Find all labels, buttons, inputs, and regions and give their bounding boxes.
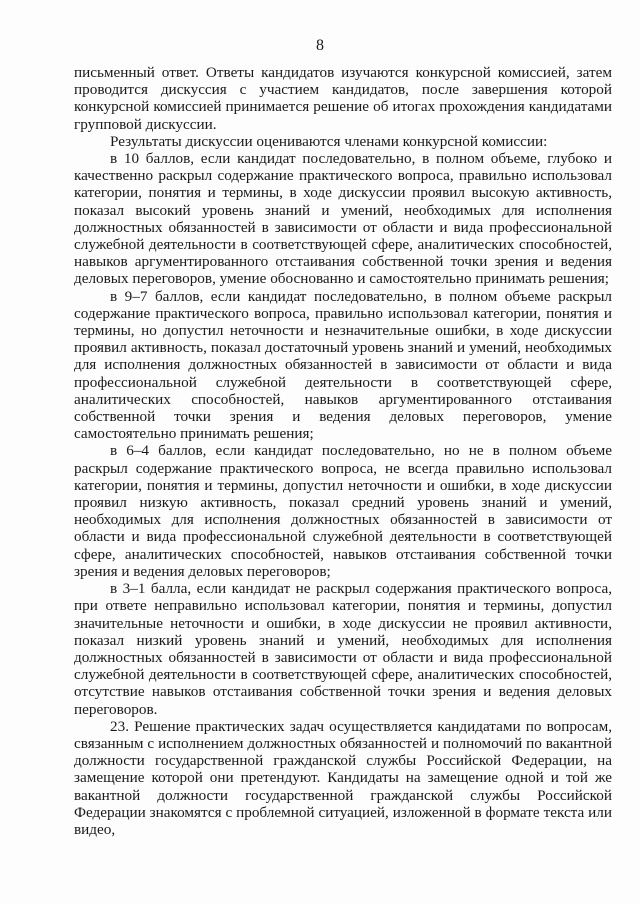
page-number: 8: [316, 37, 324, 54]
paragraph-results-intro: Результаты дискуссии оцениваются членами конкурсной комиссии:: [110, 132, 548, 150]
paragraph-score-6-4: в 6–4 баллов, если кандидат последовательно, но не в полном объеме раскрыл содержание практического вопроса, не всегда правильно использовал категории, понятия и термины, допустил неточности и ошибки, в ходе дискуссии проявил низкую активность, показал средний уровень знаний и умений, необходимых для исполнения должностных обязанностей в зависимости от области и вида профессиональной служебной деятельности в соответствующей сфере, аналитических способностей, навыков отстаивания собственной точки зрения и ведения деловых переговоров;: [74, 442, 612, 580]
paragraph-score-9-7: в 9–7 баллов, если кандидат последовательно, в полном объеме раскрыл содержание практического вопроса, правильно использовал категории, понятия и термины, но допустил неточности и незначительные ошибки, в ходе дискуссии проявил активность, показал достаточный уровень знаний и умений, необходимых для исполнения должностных обязанностей в зависимости от области и вида профессиональной служебной деятельности в соответствующей сфере, аналитических способностей, навыков аргументированного отстаивания собственной точки зрения и ведения деловых переговоров, умение самостоятельно принимать решения;: [74, 287, 612, 443]
paragraph-score-3-1: в 3–1 балла, если кандидат не раскрыл содержания практического вопроса, при ответе неправильно использовал категории, понятия и термины, допустил значительные неточности и ошибки, в ходе дискуссии не проявил активности, показал низкий уровень знаний и умений, необходимых для исполнения должностных обязанностей в зависимости от области и вида профессиональной служебной деятельности в соответствующей сфере, аналитических способностей, отсутствие навыков отстаивания собственной точки зрения и ведения деловых переговоров.: [74, 580, 612, 718]
document-body: [74, 64, 612, 838]
paragraph-continuation: письменный ответ. Ответы кандидатов изучаются конкурсной комиссией, затем проводится дискуссия с участием кандидатов, после завершения которой конкурсной комиссией принимается решение об итогах прохождения кандидатами групповой дискуссии.: [74, 64, 612, 133]
paragraph-item-23: 23. Решение практических задач осуществляется кандидатами по вопросам, связанным с исполнением должностных обязанностей и полномочий по вакантной должности государственной гражданской службы Российской Федерации, на замещение которой они претендуют. Кандидаты на замещение одной и той же вакантной должности государственной гражданской службы Российской Федерации знакомятся с проблемной ситуацией, изложенной в формате текста или видео,: [74, 717, 612, 838]
paragraph-score-10: в 10 баллов, если кандидат последовательно, в полном объеме, глубоко и качественно раскрыл содержание практического вопроса, правильно использовал категории, понятия и термины, в ходе дискуссии проявил высокую активность, показал высокий уровень знаний и умений, необходимых для исполнения должностных обязанностей в зависимости от области и вида профессиональной служебной деятельности в соответствующей сфере, аналитических способностей, навыков аргументированного отстаивания собственной точки зрения и ведения деловых переговоров, умение обоснованно и самостоятельно принимать решения;: [74, 150, 612, 288]
